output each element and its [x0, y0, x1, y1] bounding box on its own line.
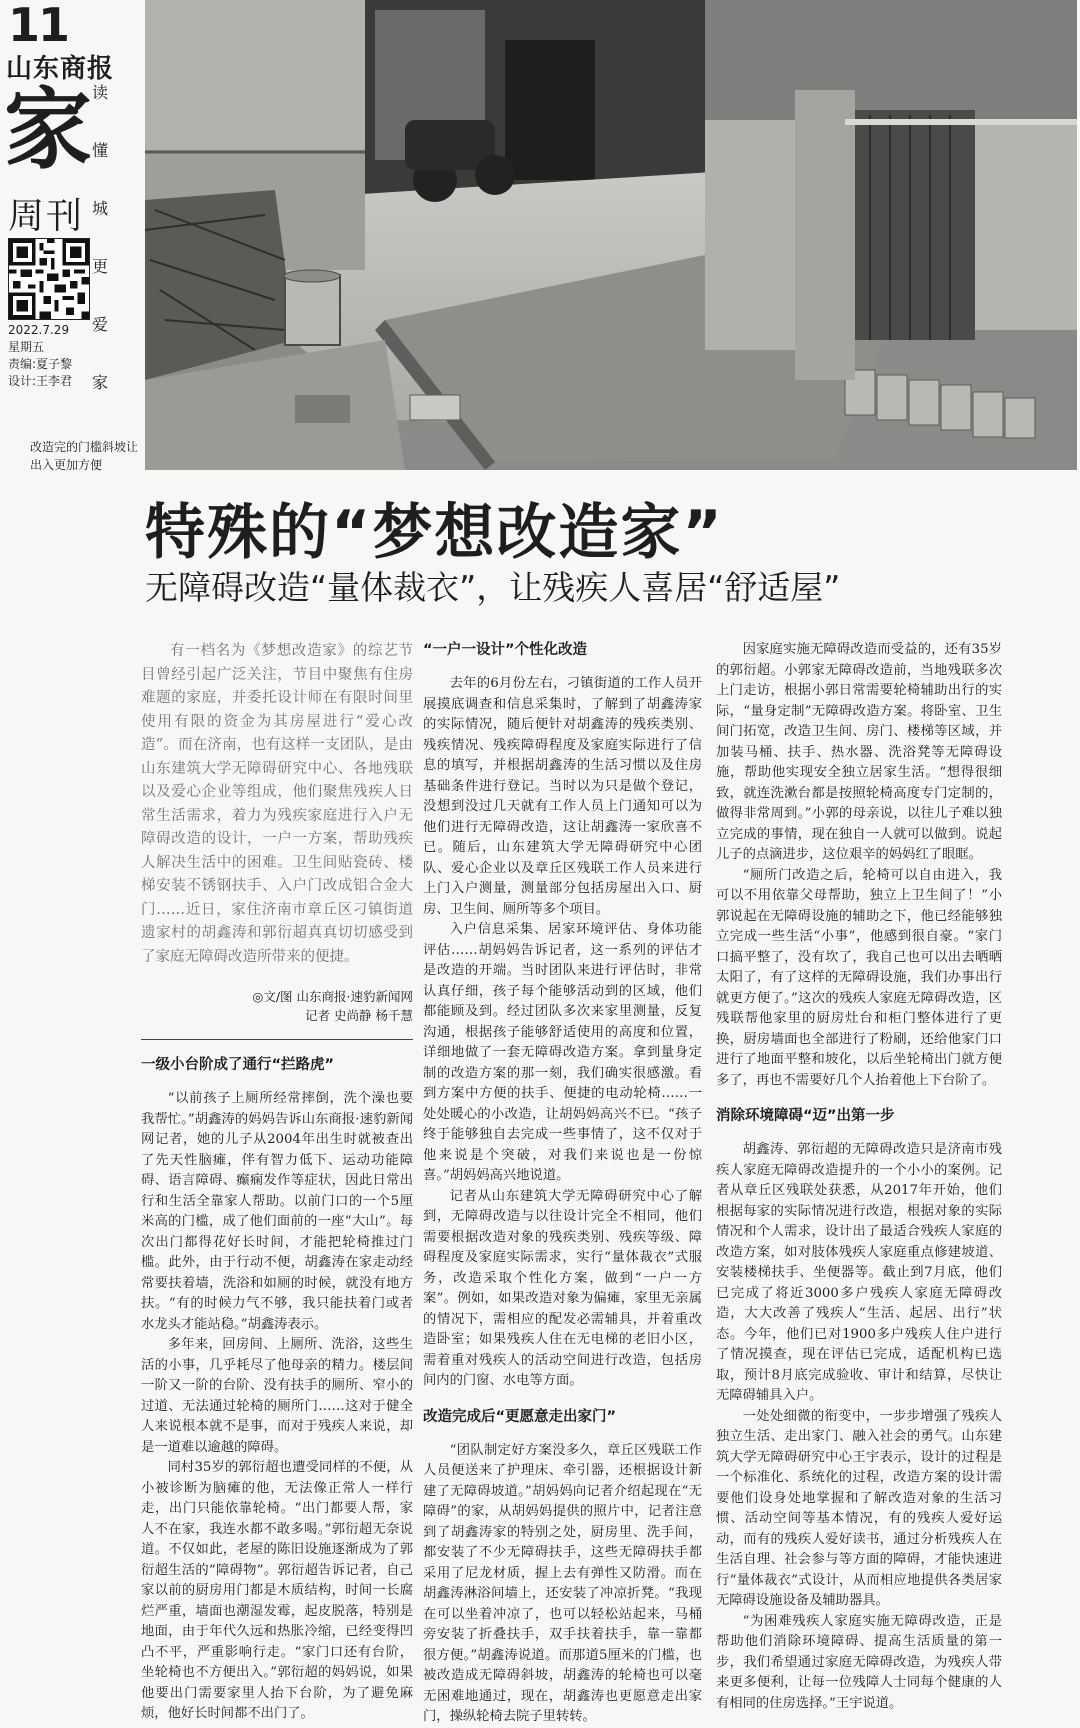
body-paragraph: “以前孩子上厕所经常摔倒，洗个澡也要我帮忙。”胡鑫涛的妈妈告诉山东商报·速豹新闻网记者，她的儿子从2004年出生时就被查出了先天性脑瘫，伴有智力低下、运动功能障碍、语言障碍、癫痫发作等症状，因此日常出行和生活全靠家人帮助。以前门口的一个5厘米高的门槛，成了他们面前的一座“大山”。每次出门都得花好长时间，才能把轮椅推过门槛。此外，由于行动不便，胡鑫涛在家走动经常要扶着墙，洗浴和如厕的时候，就没有地方扶。“有的时候力气不够，我只能扶着门或者水龙头才能站稳。”胡鑫涛表示。: [141, 1091, 413, 1332]
slogan-char: 懂: [92, 141, 109, 160]
issue-weekday: 星期五: [8, 340, 45, 354]
column-3: [716, 640, 1002, 1714]
slogan-char: 爱: [92, 315, 109, 334]
column-1: [141, 640, 413, 1725]
editor-credit: 责编:夏子黎: [8, 357, 73, 371]
divider: [141, 1039, 413, 1040]
body-paragraph: 因家庭实施无障碍改造而受益的，还有35岁的郭衍超。小郭家无障碍改造前，当地残联多次上门走访，根据小郭日常需要轮椅辅助出行的实际，“量身定制”无障碍改造方案。将卧室、卫生间门拓宽，改造卫生间、房门、楼梯等区域，并加装马桶、扶手、热水器、洗浴凳等无障碍设施，帮助他实现安全独立居家生活。“想得很细致，就连洗漱台都是按照轮椅高度专门定制的，做得非常周到。”小郭的母亲说，以往儿子难以独立完成的事情，现在独自一人就可以做到。说起儿子的点滴进步，这位艰辛的妈妈红了眼眶。: [716, 642, 1002, 862]
photo-caption: 改造完的门槛斜坡让出入更加方便: [30, 440, 139, 472]
issue-meta: [8, 322, 72, 390]
section-subtitle: 改造完成后“更愿意走出家门”: [423, 1408, 617, 1425]
byline: [141, 987, 413, 1025]
issue-date: 2022.7.29: [8, 323, 70, 337]
body-paragraph: 去年的6月份左右，刁镇街道的工作人员开展摸底调查和信息采集时，了解到了胡鑫涛家的实际情况，随后便针对胡鑫涛的残疾类别、残疾情况、残疾障碍程度及家庭实际进行了信息的填写，并根据胡鑫涛的生活习惯以及住房基础条件进行登记。当时以为只是做个登记，没想到没过几天就有工作人员上门通知可以为他们进行无障碍改造，这让胡鑫涛一家欣喜不已。随后，山东建筑大学无障碍研究中心团队、爱心企业以及章丘区残联工作人员来进行上门入户测量，测量部分包括房屋出入口、厨房、卫生间、厕所等多个项目。: [423, 676, 702, 917]
body-paragraph: “厕所门改造之后，轮椅可以自由进入，我可以不用依靠父母帮助，独立上卫生间了！”小郭说起在无障碍设施的辅助之下，他已经能够独立完成一些生活“小事”，他感到很自豪。“家门口搞平整了，没有坎了，我自己也可以出去晒晒太阳了，有了这样的无障碍设施，我们办事出行就更方便了。”这次的残疾人家庭无障碍改造，区残联帮他家里的厨房灶台和柜门整体进行了更换，厨房墙面也全部进行了粉刷，还给他家门口进行了地面平整和坡化，以后坐轮椅出门就方便多了，再也不需要好几个人抬着他上下台阶了。: [716, 867, 1002, 1088]
qr-code-icon[interactable]: [8, 238, 90, 320]
body-paragraph: 一处处细微的衔变中，一步步增强了残疾人独立生活、走出家门、融入社会的勇气。山东建筑大学无障碍研究中心王宇表示，设计的过程是一个标准化、系统化的过程，改造方案的设计需要他们设身处地掌握和了解改造对象的生活习惯、活动空间等基本情况，有的残疾人爱好运动，而有的残疾人爱好读书，通过分析残疾人在生活自理、社会参与等方面的障碍，才能快速进行“量体裁衣”式设计，从而相应地提供各类居家无障碍设施设备及辅助器具。: [716, 1408, 1002, 1608]
lead-paragraph: 有一档名为《梦想改造家》的综艺节目曾经引起广泛关注，节目中聚焦有住房难题的家庭，并委托设计师在有限时间里使用有限的资金为其房屋进行“爱心改造”。而在济南，也有这样一支团队，是由山东建筑大学无障碍研究中心、各地残联以及爱心企业等组成，他们聚焦残疾人日常生活需求，着力为残疾家庭进行入户无障碍改造的设计，一户一方案，帮助残疾人解决生活中的困难。卫生间贴瓷砖、楼梯安装不锈钢扶手、入户门改成铝合金大门……近日，家住济南市章丘区刁镇街道遗家村的胡鑫涛和郭衍超真真切切感受到了家庭无障碍改造所带来的便捷。: [141, 643, 413, 965]
body-paragraph: 记者从山东建筑大学无障碍研究中心了解到，无障碍改造与以往设计完全不相同，他们需要根据改造对象的残疾类别、残疾等级、障碍程度及家庭实际需求，实行“量体裁衣”式服务，改造采取个性化方案，做到“一户一方案”。例如，如果改造对象为偏瘫，家里无亲属的情况下，需相应的配发必需辅具，并着重改造卧室；如果残疾人住在无电梯的老旧小区，需着重对残疾人的活动空间进行改造，包括房间内的门窗、水电等方面。: [423, 1188, 702, 1388]
slogan-char: 读: [92, 83, 109, 102]
body-paragraph: 同村35岁的郭衍超也遭受同样的不便，从小被诊断为脑瘫的他，无法像正常人一样行走，出门只能依靠轮椅。“出门都要人帮，家人不在家，我连水都不敢多喝。”郭衍超无奈说道。不仅如此，老屋的陈旧设施逐渐成为了郭衍超生活的“障碍物”。郭衍超告诉记者，自己家以前的厨房用门都是木质结构，时间一长腐烂严重，墙面也潮湿发霉，起皮脱落，特别是地面，由于年代久远和热胀冷缩，已经变得凹凸不平，严重影响行走。“家门口还有台阶，坐轮椅也不方便出入。”郭衍超的妈妈说，如果他要出门需要家里人抬下台阶，为了避免麻烦，他好长时间都不出门了。: [141, 1460, 413, 1721]
slogan-char: 城: [92, 199, 109, 218]
section-title-small: 周刊: [8, 196, 85, 237]
designer-credit: 设计:王李君: [8, 374, 73, 388]
slogan-char: 更: [92, 257, 109, 276]
page-number: 11: [8, 0, 69, 52]
courtyard-ramp-photo: [145, 0, 1077, 470]
section-subtitle: “一户一设计”个性化改造: [423, 642, 588, 658]
subheadline: 无障碍改造“量体裁衣”，让残疾人喜居“舒适屋”: [145, 568, 841, 607]
body-paragraph: 入户信息采集、居家环境评估、身体功能评估……胡妈妈告诉记者，这一系列的评估才是改造的开端。当时团队来进行评估时，非常认真仔细，孩子每个能够活动到的区域，他们都能顾及到。经过团队多次来家里测量，反复沟通，根据孩子能够舒适使用的高度和位置，详细地做了一套无障碍改造方案。拿到量身定制的改造方案的那一刻，我们确实很感激。看到方案中方便的扶手、便捷的电动轮椅……一处处暖心的小改造，让胡妈妈高兴不已。“孩子终于能够独自去完成一些事情了，这不仅对于他来说是个突破，对我们来说也是一份惊喜。”胡妈妈高兴地说道。: [423, 922, 702, 1183]
byline-reporters: 记者 史尚静 杨千慧: [305, 1008, 413, 1023]
byline-source: ◎文/图 山东商报·速豹新闻网: [252, 989, 413, 1004]
vertical-slogan: [92, 80, 114, 428]
body-paragraph: 胡鑫涛、郭衍超的无障碍改造只是济南市残疾人家庭无障碍改造提升的一个小小的案例。记者从章丘区残联处获悉，从2017年开始，他们根据每家的实际情况进行改造，根据对象的实际情况和个人需求，设计出了最适合残疾人家庭的改造方案，如对肢体残疾人家庭重点修建坡道、安装楼梯扶手、坐便器等。截止到7月底，他们已完成了将近3000多户残疾人家庭无障碍改造，大大改善了残疾人“生活、起居、出行”状态。今年，他们已对1900多户残疾人住户进行了情况摸查，现在评估已完成，适配机构已选取，预计8月底完成验收、审计和结算，尽快让无障碍辅具入户。: [716, 1142, 1002, 1403]
headline: 特殊的“梦想改造家”: [145, 498, 724, 568]
body-paragraph: “为困难残疾人家庭实施无障碍改造，正是帮助他们消除环境障碍、提高生活质量的第一步，我们希望通过家庭无障碍改造，为残疾人带来更多便利，让每一位残障人士同每个健康的人有相同的住房选择。”王宇说道。: [716, 1613, 1002, 1711]
section-title-big: 家: [4, 78, 93, 181]
body-paragraph: “团队制定好方案没多久，章丘区残联工作人员便送来了护理床、牵引器，还根据设计新建了无障碍坡道。”胡妈妈向记者介绍起现在“无障碍”的家，从胡妈妈提供的照片中，记者注意到了胡鑫涛家的特别之处，厨房里、洗手间，都安装了不少无障碍扶手，这些无障碍扶手都采用了尼龙材质，握上去有弹性又防滑。而在胡鑫涛淋浴间墙上，还安装了冲凉折凳。“我现在可以坐着冲凉了，也可以轻松站起来，马桶旁安装了折叠扶手，双手扶着扶手，靠一靠都很方便。”胡鑫涛说道。而那道5厘米的门槛，也被改造成无障碍斜坡，胡鑫涛的轮椅也可以毫无困难地通过，现在，胡鑫涛也更愿意走出家门，操纵轮椅去院子里转转。: [423, 1442, 702, 1724]
column-2: [423, 640, 702, 1728]
slogan-char: 家: [92, 373, 109, 392]
newspaper-name: 山东商报: [6, 54, 115, 84]
section-subtitle: 一级小台阶成了通行“拦路虎”: [141, 1057, 335, 1073]
body-paragraph: 多年来，回房间、上厕所、洗浴，这些生活的小事，几乎耗尽了他母亲的精力。楼层间一阶又一阶的台阶、没有扶手的厕所、窄小的过道、无法通过轮椅的厕所门……这对于健全人来说根本就不是事，而对于残疾人来说，却是一道难以逾越的障碍。: [141, 1337, 413, 1455]
section-subtitle: 消除环境障碍“迈”出第一步: [716, 1108, 895, 1124]
